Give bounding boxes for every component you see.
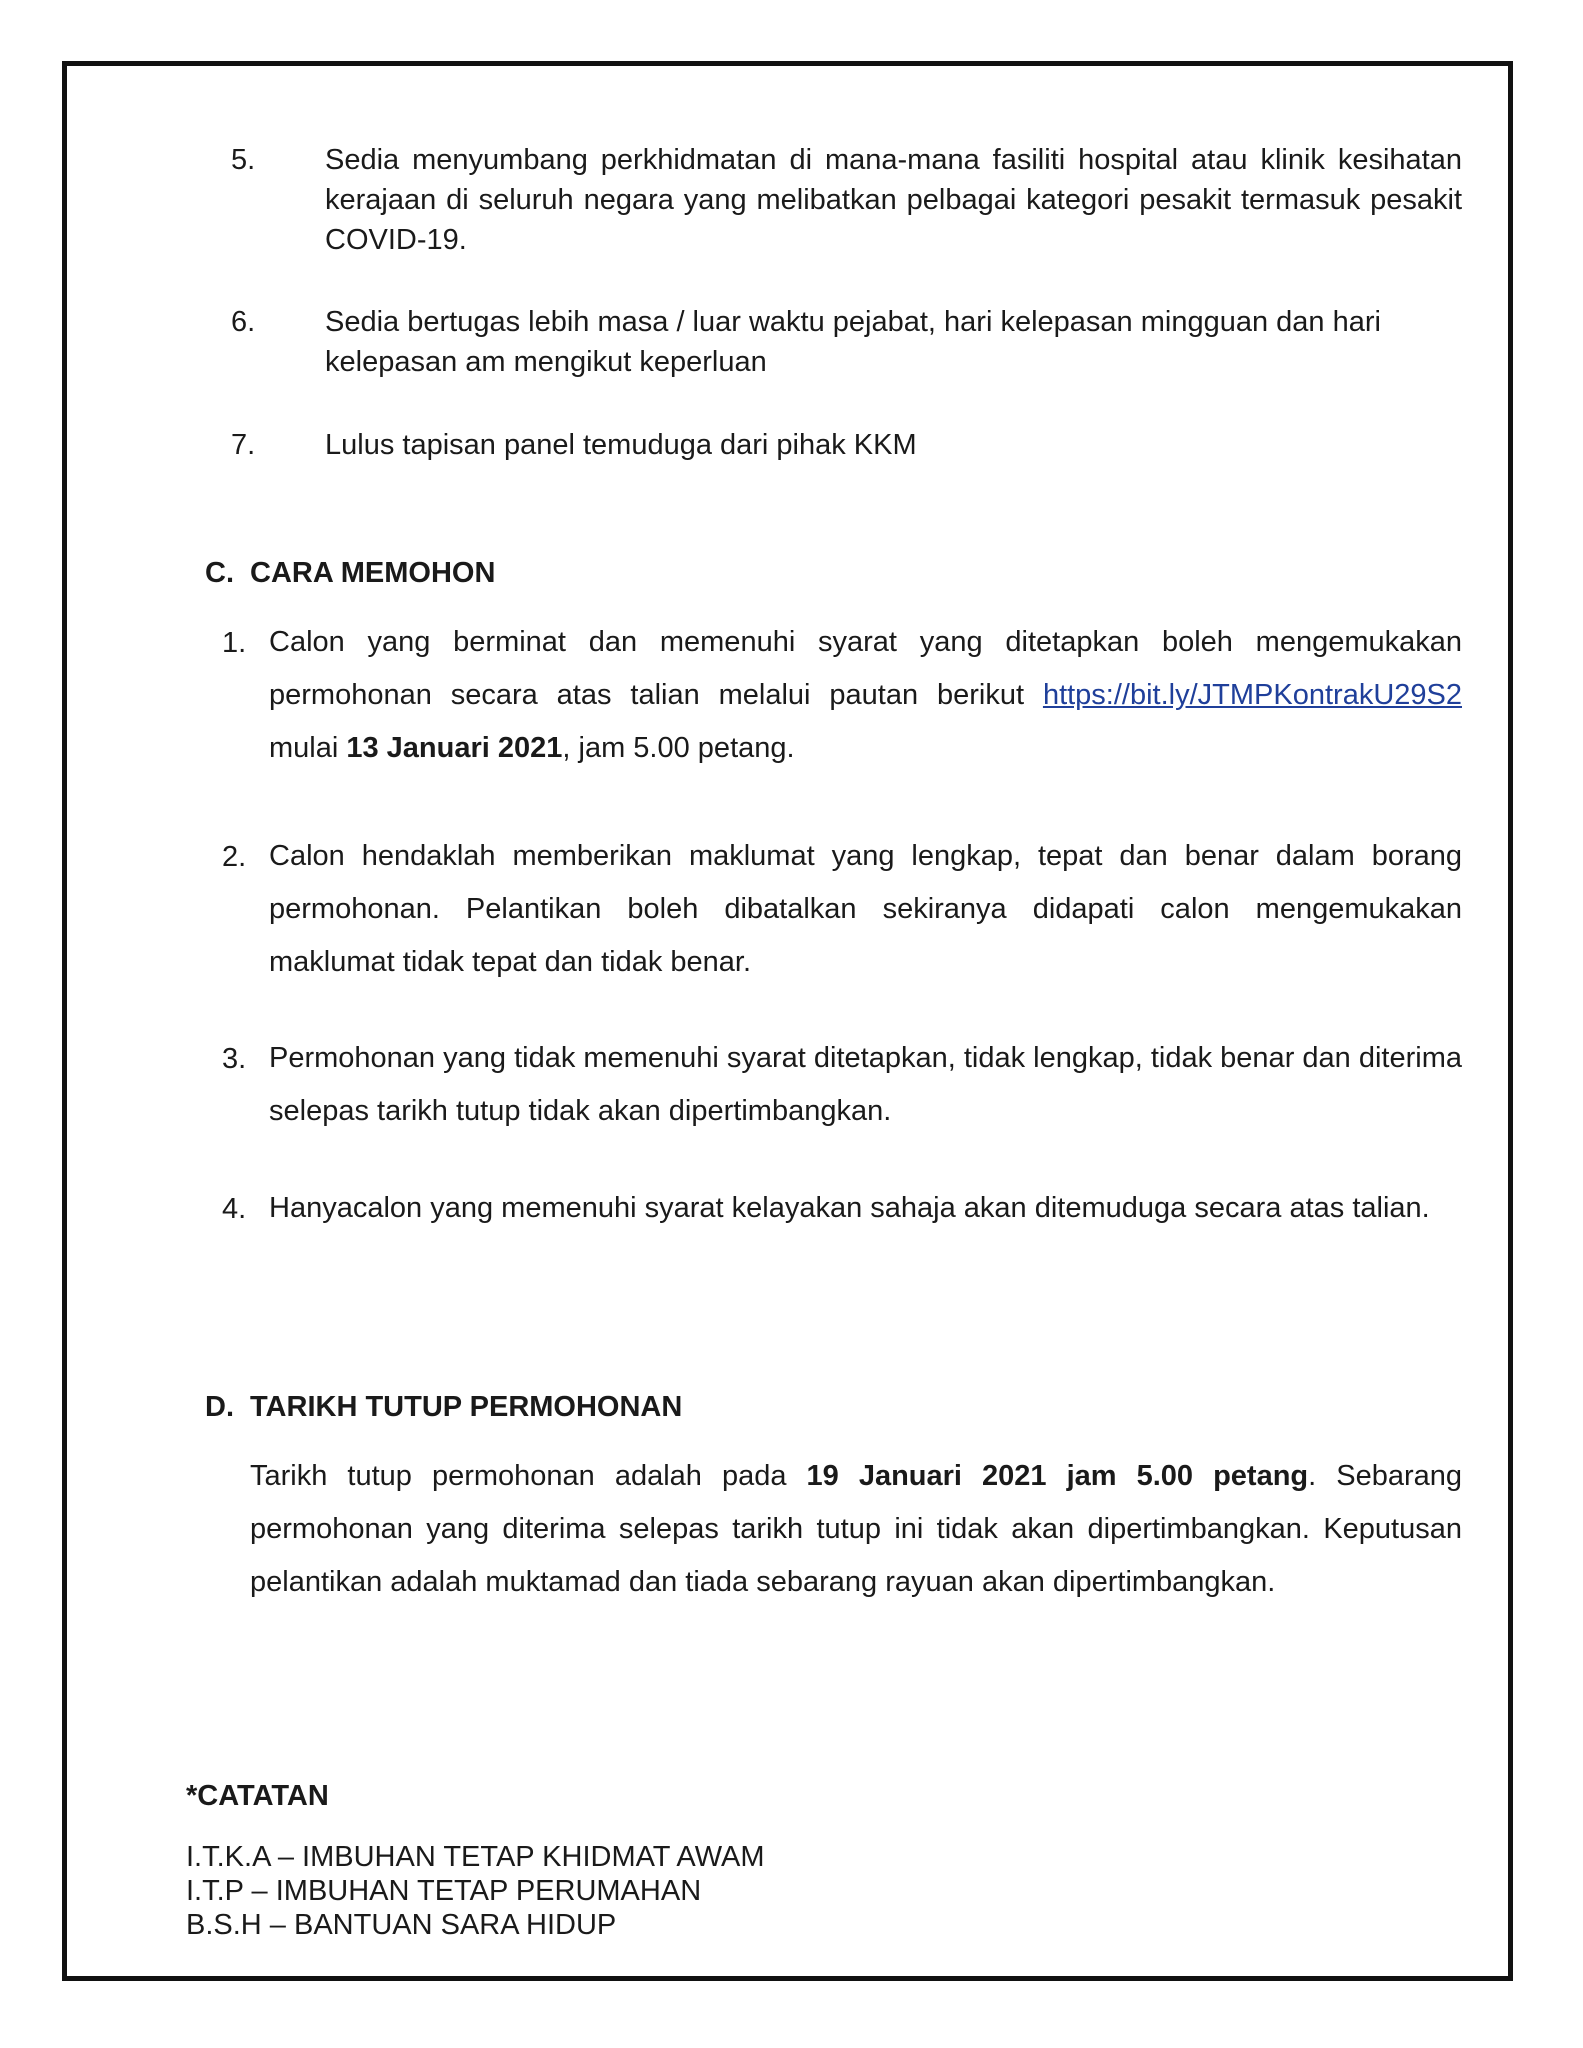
closing-date-paragraph	[250, 1450, 1462, 1609]
item-6-number: 6.	[231, 306, 256, 338]
closing-text-after: . Sebarang permohonan yang diterima selepas tarikh tutup ini tidak akan dipertimbangkan. Keputusan pelantikan adalah muktamad dan tiada sebarang rayuan akan dipertimbangkan.	[250, 1460, 1462, 1598]
c-item-3-number: 3.	[222, 1043, 247, 1075]
c-item-1-time: , jam 5.00 petang.	[562, 732, 795, 764]
c-item-4-number: 4.	[222, 1193, 247, 1225]
section-d-heading: TARIKH TUTUP PERMOHONAN	[250, 1391, 683, 1423]
item-7-text: Lulus tapisan panel temuduga dari pihak KKM	[325, 429, 917, 461]
item-5-text: Sedia menyumbang perkhidmatan di mana-mana fasiliti hospital atau klinik kesihatan kerajaan di seluruh negara yang melibatkan pelbagai kategori pesakit termasuk pesakit COVID-19.	[325, 144, 1462, 256]
closing-text-before: Tarikh tutup permohonan adalah pada	[250, 1460, 807, 1492]
note-itka: I.T.K.A – IMBUHAN TETAP KHIDMAT AWAM	[186, 1841, 765, 1873]
section-c-heading: CARA MEMOHON	[250, 557, 496, 589]
item-6-text: Sedia bertugas lebih masa / luar waktu pejabat, hari kelepasan mingguan dan hari kelepasan am mengikut keperluan	[325, 306, 1381, 378]
c-item-1-mulai: mulai	[269, 732, 347, 764]
note-bsh: B.S.H – BANTUAN SARA HIDUP	[186, 1909, 617, 1941]
c-item-1-text-main: Calon yang berminat dan memenuhi syarat yang ditetapkan boleh mengemukakan permohonan secara atas talian melalui pautan berikut	[269, 626, 1462, 711]
item-7-number: 7.	[231, 429, 256, 461]
c-item-1-text	[269, 616, 1462, 775]
section-c-letter: C.	[205, 557, 234, 589]
c-item-4-text: Hanyacalon yang memenuhi syarat kelayakan sahaja akan ditemuduga secara atas talian.	[269, 1192, 1430, 1224]
notes-title: *CATATAN	[186, 1780, 329, 1812]
c-item-1-number: 1.	[222, 627, 247, 659]
item-5-number: 5.	[231, 144, 256, 176]
c-item-2-text: Calon hendaklah memberikan maklumat yang lengkap, tepat dan benar dalam borang permohonan. Pelantikan boleh dibatalkan sekiranya didapati calon mengemukakan maklumat tidak tepat dan tidak benar.	[269, 840, 1462, 978]
c-item-3-text: Permohonan yang tidak memenuhi syarat ditetapkan, tidak lengkap, tidak benar dan diterima selepas tarikh tutup tidak akan dipertimbangkan.	[269, 1042, 1462, 1127]
closing-date: 19 Januari 2021 jam 5.00 petang	[806, 1460, 1309, 1492]
c-item-1-open-date: 13 Januari 2021	[346, 732, 563, 764]
section-d-letter: D.	[205, 1391, 234, 1423]
notes-list	[186, 1840, 765, 1942]
c-item-2-number: 2.	[222, 841, 247, 873]
application-link[interactable]: https://bit.ly/JTMPKontrakU29S2	[1042, 679, 1462, 711]
note-itp: I.T.P – IMBUHAN TETAP PERUMAHAN	[186, 1875, 702, 1907]
